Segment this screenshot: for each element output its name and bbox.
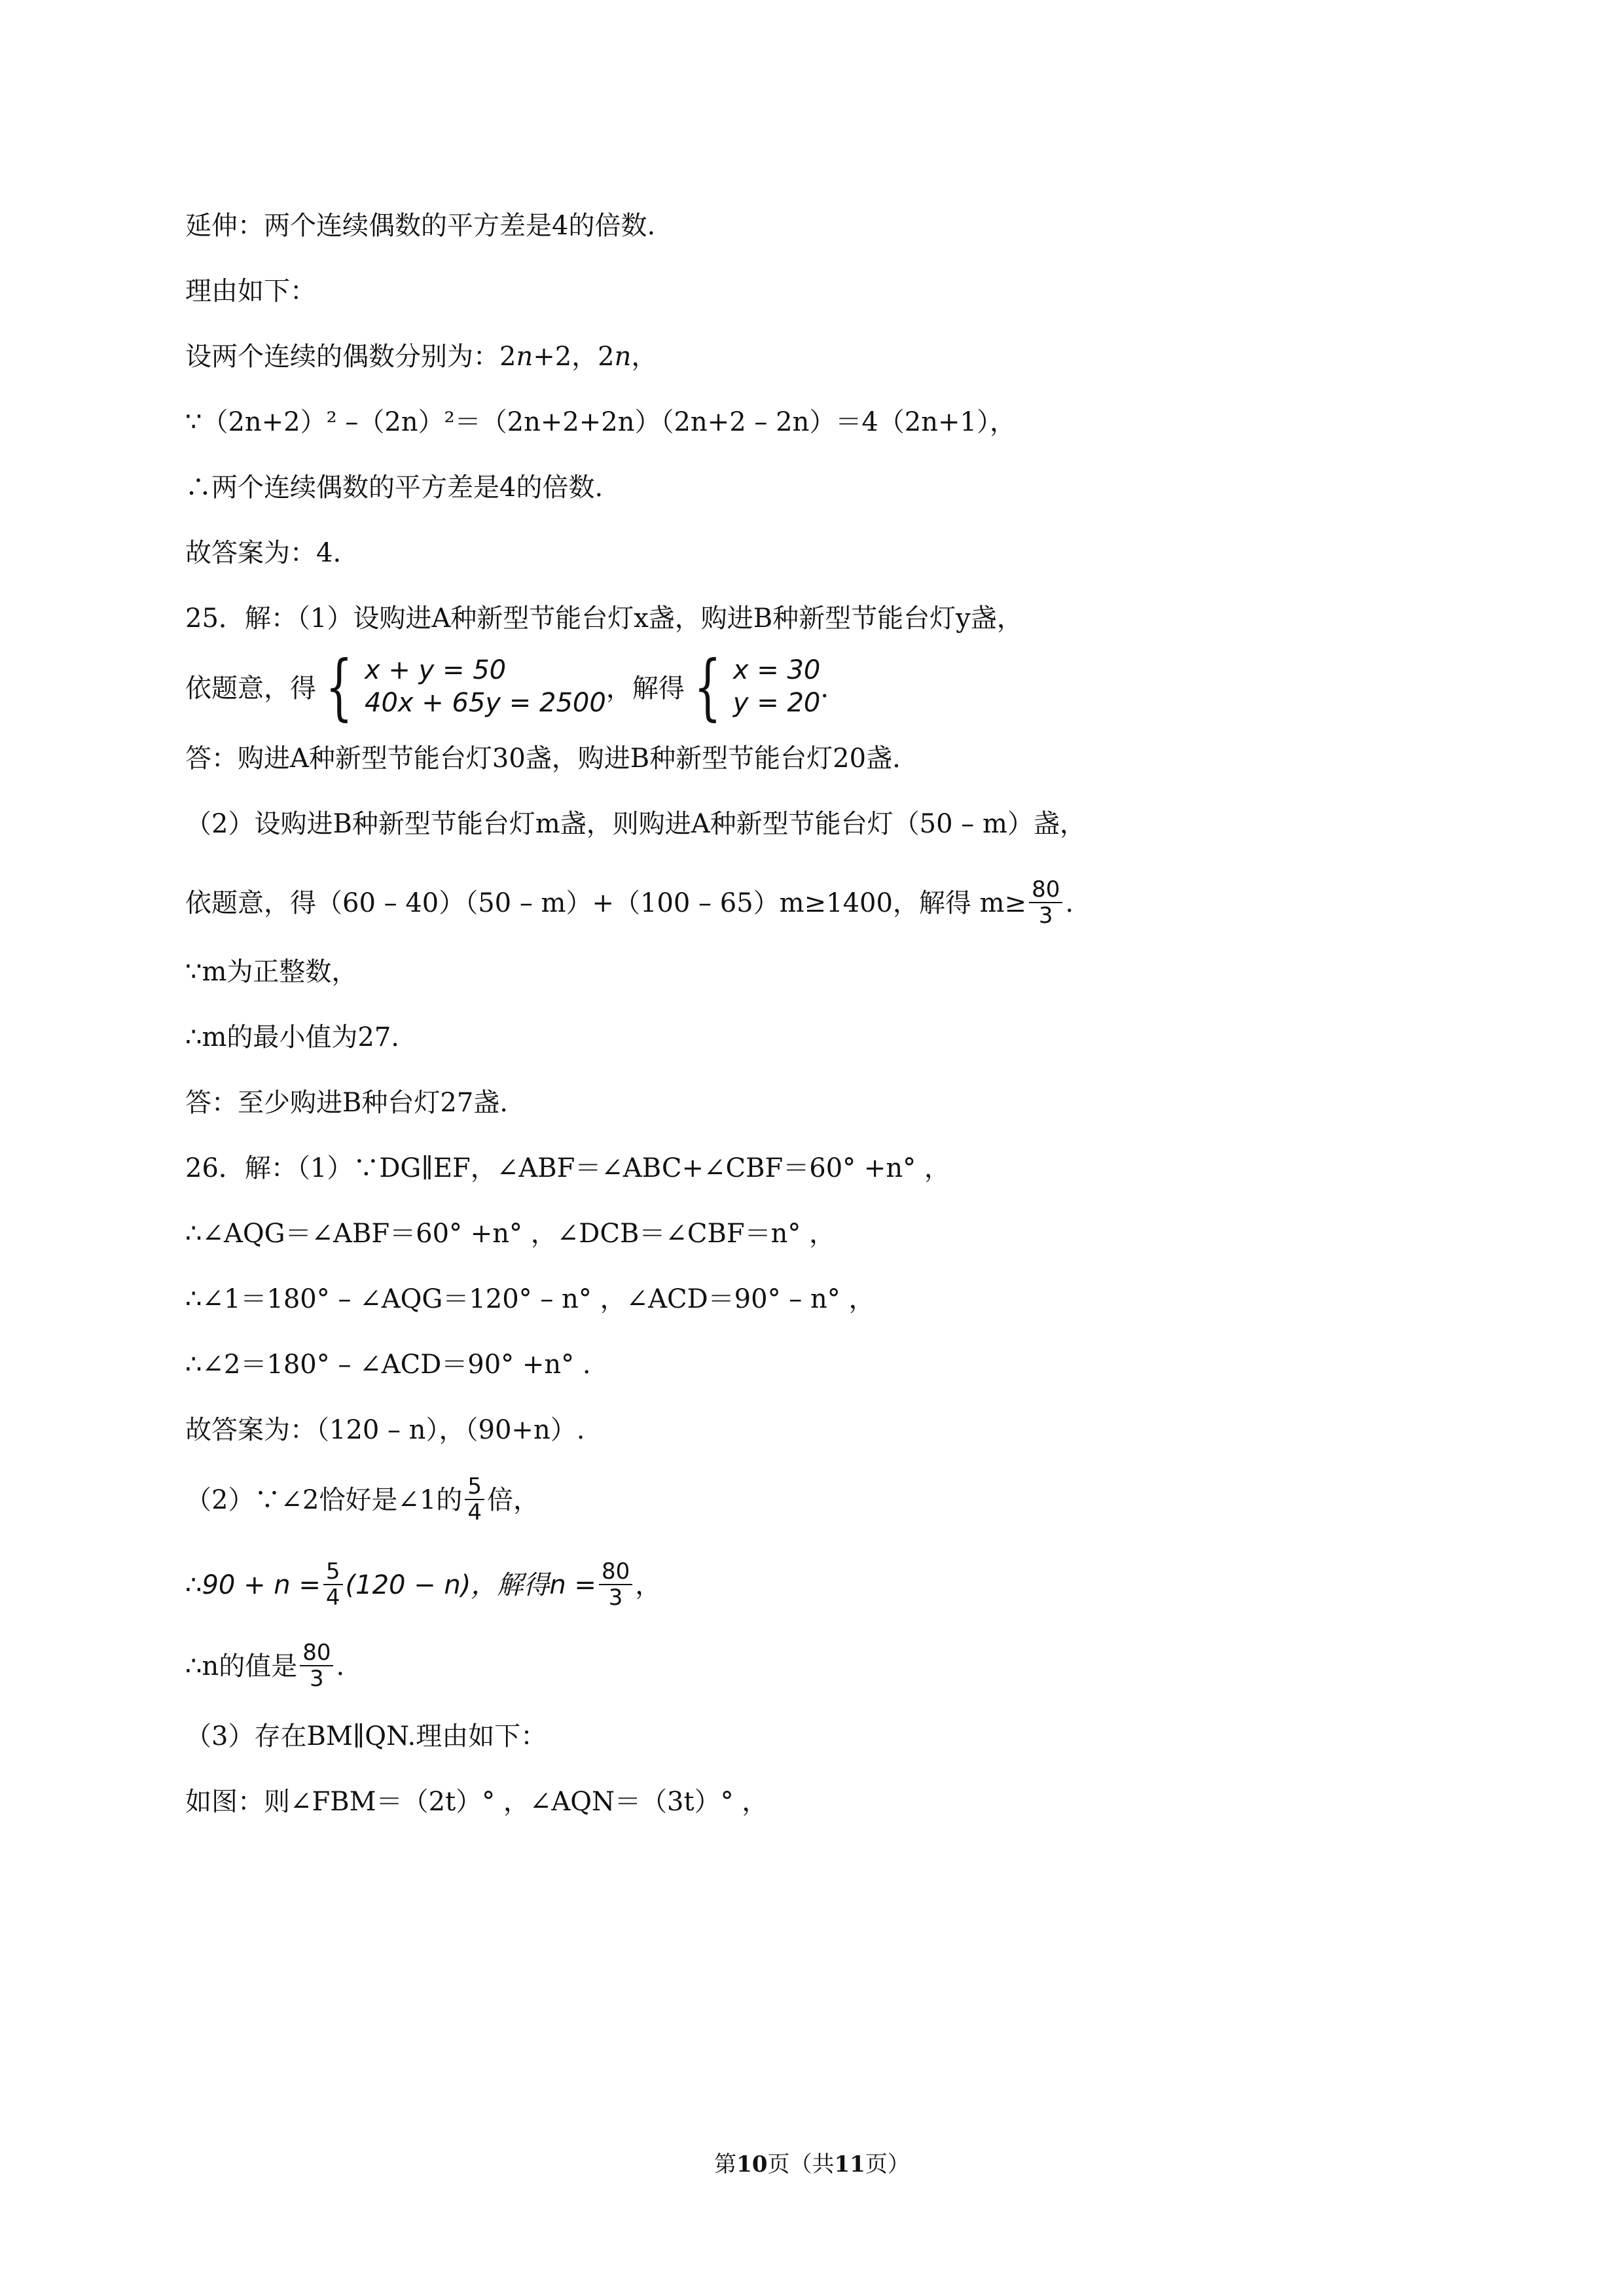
text-span: . [820, 673, 829, 704]
n-value-line [185, 1640, 344, 1694]
text-line-4: ∵（2n+2）² –（2n）²＝（2n+2+2n）（2n+2 – 2n）＝4（2n+1）， [185, 407, 1016, 437]
fraction-denominator: 4 [467, 1499, 482, 1526]
text-line-9: 答：购进A种新型节能台灯30盏，购进B种新型节能台灯20盏. [185, 744, 901, 774]
solution-system [685, 645, 821, 728]
text-line-5: ∴两个连续偶数的平方差是4的倍数. [185, 473, 604, 503]
left-brace-icon: { [325, 645, 353, 728]
fraction-numerator: 80 [1029, 877, 1062, 903]
solve-n-line [185, 1559, 661, 1613]
text-span: 倍， [487, 1485, 540, 1515]
fraction-denominator: 3 [1038, 903, 1053, 929]
problem-26-statement: 26．解：（1）∵DG∥EF，∠ABF＝∠ABC+∠CBF＝60° +n° ， [185, 1153, 950, 1183]
text-span: 依题意，得 [185, 673, 316, 704]
fraction-denominator: 3 [608, 1585, 623, 1611]
text-span: ，解得 [605, 673, 685, 704]
fraction [465, 1474, 484, 1525]
fraction-numerator: 80 [599, 1559, 632, 1585]
text-span: ， [631, 342, 658, 372]
text-line-12: ∵m为正整数， [185, 957, 358, 987]
text-line-18: ∴∠2＝180° – ∠ACD＝90° +n° . [185, 1350, 591, 1380]
problem-25-statement: 25．解：（1）设购进A种新型节能台灯x盏，购进B种新型节能台灯y盏， [185, 603, 1023, 634]
text-span: 依题意，得（60 – 40）（50 – m）+（100 – 65）m≥1400，解得 m≥ [185, 888, 1027, 918]
left-brace-icon: { [693, 645, 721, 728]
fraction-numerator: 5 [323, 1559, 343, 1585]
var-n: n [614, 342, 632, 372]
text-line-19: 故答案为：（120 – n），（90+n）. [185, 1415, 585, 1445]
text-span: . [336, 1651, 345, 1681]
ratio-line [185, 1474, 539, 1528]
text-line-14: 答：至少购进B种台灯27盏. [185, 1088, 509, 1118]
equation-1: x + y = 50 [365, 655, 507, 685]
text-line-17: ∴∠1＝180° – ∠AQG＝120° – n° ，∠ACD＝90° – n° ， [185, 1284, 875, 1314]
solution-2: y = 20 [732, 688, 821, 718]
text-line-6: 故答案为：4. [185, 538, 342, 568]
footer-prefix: 第 [714, 2151, 737, 2178]
text-span: +2，2 [533, 342, 615, 372]
solution-1: x = 30 [732, 655, 821, 685]
var-n: n [516, 342, 533, 372]
text-span: （2）∵∠2恰好是∠1的 [185, 1485, 463, 1515]
footer-page-number: 10 [736, 2151, 768, 2178]
page-footer [0, 2150, 1624, 2179]
text-line-1: 延伸：两个连续偶数的平方差是4的倍数. [185, 211, 656, 241]
text-line-13: ∴m的最小值为27. [185, 1022, 399, 1052]
equation-system [316, 645, 606, 728]
fraction [300, 1640, 333, 1691]
text-line-16: ∴∠AQG＝∠ABF＝60° +n° ，∠DCB＝∠CBF＝n° ， [185, 1219, 836, 1249]
equation-system-line [185, 645, 829, 728]
text-line-23: （3）存在BM∥QN.理由如下： [185, 1721, 547, 1751]
footer-middle: 页（共 [767, 2151, 835, 2178]
text-line-10: （2）设购进B种新型节能台灯m盏，则购进A种新型节能台灯（50 – m）盏， [185, 809, 1086, 839]
text-span: 设两个连续的偶数分别为：2 [185, 342, 516, 372]
text-line-24: 如图：则∠FBM＝（2t）° ，∠AQN＝（3t）° ， [185, 1787, 768, 1817]
inequality-line [185, 877, 1074, 931]
fraction [1029, 877, 1062, 928]
footer-total-pages: 11 [834, 2151, 865, 2178]
equation-2: 40x + 65y = 2500 [365, 688, 606, 718]
text-span: ∴n的值是 [185, 1651, 298, 1681]
fraction-numerator: 5 [465, 1474, 484, 1500]
text-span: ， [635, 1570, 662, 1600]
fraction-numerator: 80 [300, 1640, 333, 1666]
text-span: (120 − n)，解得n = [345, 1570, 596, 1600]
fraction [323, 1559, 343, 1610]
fraction-denominator: 4 [325, 1585, 340, 1611]
text-span: . [1065, 888, 1074, 918]
fraction [599, 1559, 632, 1610]
text-line-3 [185, 339, 657, 374]
text-span: ∴90 + n = [185, 1570, 321, 1600]
footer-suffix: 页） [865, 2151, 910, 2178]
fraction-denominator: 3 [310, 1666, 324, 1692]
text-line-2: 理由如下： [185, 276, 316, 306]
